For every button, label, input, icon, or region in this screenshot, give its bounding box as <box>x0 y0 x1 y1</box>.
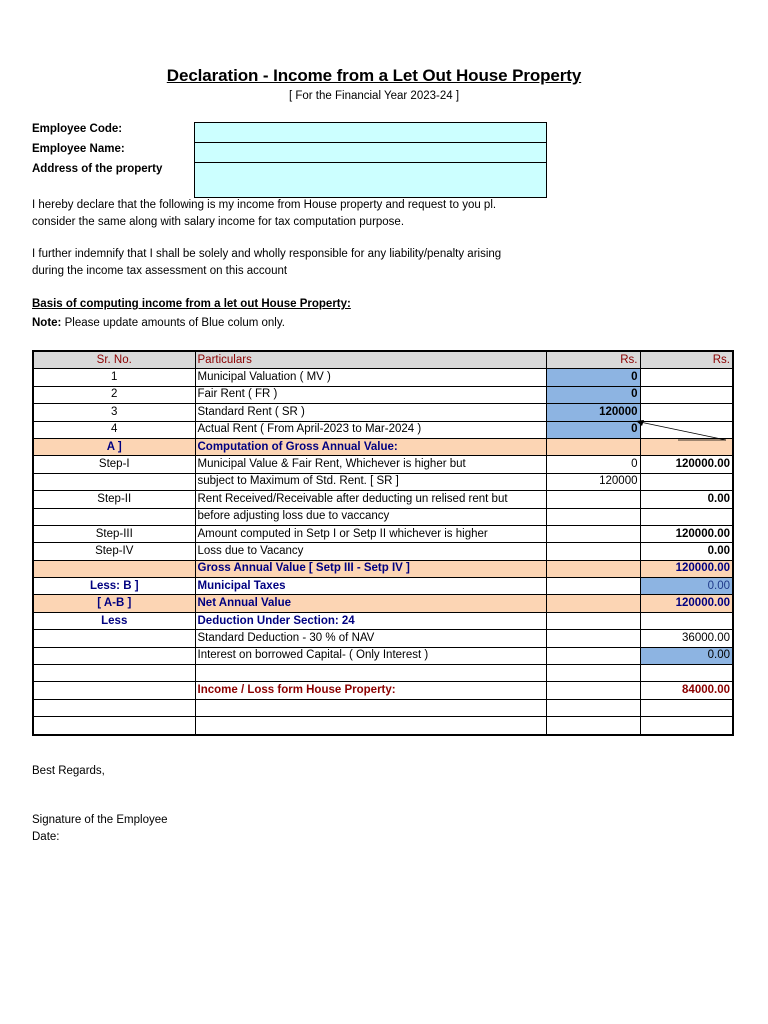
row-amount-a <box>546 525 640 542</box>
row-amount-a <box>546 630 640 647</box>
row-amount-b: 36000.00 <box>640 630 733 647</box>
row-sr-no: 2 <box>33 386 195 403</box>
row-sr-no <box>33 630 195 647</box>
row-particulars: Fair Rent ( FR ) <box>195 386 546 403</box>
employee-name-field[interactable] <box>194 142 547 163</box>
row-amount-b: 0.00 <box>640 543 733 560</box>
page-title: Declaration - Income from a Let Out House Property <box>166 66 582 85</box>
table-row <box>33 630 733 647</box>
date-label: Date: <box>32 831 60 843</box>
table-row <box>33 404 733 421</box>
note-line <box>32 317 285 329</box>
row-amount-b <box>640 386 733 403</box>
row-sr-no <box>33 682 195 699</box>
row-amount-b: 120000.00 <box>640 456 733 473</box>
table-row <box>33 386 733 403</box>
row-particulars: Municipal Taxes <box>195 578 546 595</box>
indemnity-paragraph: I further indemnify that I shall be solely and wholly responsible for any liability/penalty arising during the income tax assessment on this account <box>32 248 502 277</box>
row-particulars <box>195 665 546 682</box>
row-amount-b: 84000.00 <box>640 682 733 699</box>
table-row <box>33 438 733 455</box>
row-amount-a <box>546 717 640 735</box>
row-amount-a <box>546 508 640 525</box>
table-row <box>33 508 733 525</box>
row-amount-a[interactable]: 0 <box>546 369 640 386</box>
row-amount-a <box>546 612 640 629</box>
row-sr-no: 3 <box>33 404 195 421</box>
row-amount-a[interactable]: 0 <box>546 421 640 438</box>
row-particulars: Gross Annual Value [ Setp III - Setp IV ] <box>195 560 546 577</box>
table-row <box>33 421 733 438</box>
address-label: Address of the property <box>32 163 163 175</box>
row-sr-no: Step-II <box>33 491 195 508</box>
row-amount-b <box>640 717 733 735</box>
row-amount-a <box>546 699 640 716</box>
table-row <box>33 491 733 508</box>
row-sr-no: A ] <box>33 438 195 455</box>
row-particulars: Municipal Valuation ( MV ) <box>195 369 546 386</box>
row-amount-b <box>640 612 733 629</box>
employee-code-field[interactable] <box>194 122 547 143</box>
row-amount-a <box>546 438 640 455</box>
table-row <box>33 543 733 560</box>
table-row <box>33 473 733 490</box>
row-amount-b[interactable]: 0.00 <box>640 647 733 664</box>
row-particulars: Interest on borrowed Capital- ( Only Interest ) <box>195 647 546 664</box>
row-amount-b: 120000.00 <box>640 560 733 577</box>
row-particulars: Income / Loss form House Property: <box>195 682 546 699</box>
row-sr-no <box>33 647 195 664</box>
row-sr-no: Step-III <box>33 525 195 542</box>
header-rs-1: Rs. <box>546 351 640 369</box>
header-rs-2: Rs. <box>640 351 733 369</box>
row-particulars <box>195 717 546 735</box>
computation-table <box>32 350 734 736</box>
header-particulars: Particulars <box>195 351 546 369</box>
note-text: Please update amounts of Blue colum only. <box>64 317 285 329</box>
row-amount-a <box>546 543 640 560</box>
annotation-arrow-icon <box>630 418 730 442</box>
row-particulars: Net Annual Value <box>195 595 546 612</box>
row-amount-b: 120000.00 <box>640 525 733 542</box>
row-amount-a: 0 <box>546 456 640 473</box>
row-amount-a <box>546 578 640 595</box>
row-sr-no: [ A-B ] <box>33 595 195 612</box>
row-amount-b <box>640 508 733 525</box>
table-row <box>33 682 733 699</box>
row-sr-no <box>33 717 195 735</box>
row-sr-no <box>33 665 195 682</box>
row-particulars: Amount computed in Setp I or Setp II whichever is higher <box>195 525 546 542</box>
row-amount-b <box>640 473 733 490</box>
row-particulars <box>195 699 546 716</box>
row-amount-a <box>546 665 640 682</box>
row-amount-a <box>546 491 640 508</box>
row-sr-no <box>33 699 195 716</box>
row-sr-no <box>33 560 195 577</box>
row-sr-no <box>33 473 195 490</box>
table-row <box>33 369 733 386</box>
table-row <box>33 612 733 629</box>
row-sr-no: 4 <box>33 421 195 438</box>
table-row <box>33 699 733 716</box>
note-label: Note: <box>32 317 62 329</box>
row-sr-no: Step-I <box>33 456 195 473</box>
row-sr-no <box>33 508 195 525</box>
table-row <box>33 717 733 735</box>
row-amount-a: 120000 <box>546 473 640 490</box>
address-field[interactable] <box>194 162 547 198</box>
row-amount-b[interactable]: 0.00 <box>640 578 733 595</box>
table-header-row <box>33 351 733 369</box>
table-row <box>33 578 733 595</box>
table-row <box>33 665 733 682</box>
row-particulars: Actual Rent ( From April-2023 to Mar-2024 ) <box>195 421 546 438</box>
row-particulars: Rent Received/Receivable after deducting un relised rent but <box>195 491 546 508</box>
row-particulars: Loss due to Vacancy <box>195 543 546 560</box>
declaration-paragraph: I hereby declare that the following is my income from House property and request to you pl. consider the same along with salary income for tax computation purpose. <box>32 199 497 228</box>
row-particulars: Municipal Value & Fair Rent, Whichever is higher but <box>195 456 546 473</box>
table-row <box>33 560 733 577</box>
table-row <box>33 456 733 473</box>
table-row <box>33 647 733 664</box>
row-amount-a <box>546 682 640 699</box>
row-sr-no: Step-IV <box>33 543 195 560</box>
header-sr-no: Sr. No. <box>33 351 195 369</box>
employee-name-label: Employee Name: <box>32 143 125 155</box>
row-particulars: Deduction Under Section: 24 <box>195 612 546 629</box>
row-sr-no: 1 <box>33 369 195 386</box>
row-amount-a <box>546 560 640 577</box>
closing-regards: Best Regards, <box>32 765 105 777</box>
row-amount-b: 120000.00 <box>640 595 733 612</box>
row-sr-no: Less <box>33 612 195 629</box>
row-particulars: subject to Maximum of Std. Rent. [ SR ] <box>195 473 546 490</box>
table-row <box>33 595 733 612</box>
row-amount-a <box>546 595 640 612</box>
row-amount-b <box>640 699 733 716</box>
row-amount-a[interactable]: 120000 <box>546 404 640 421</box>
table-row <box>33 525 733 542</box>
employee-code-label: Employee Code: <box>32 123 123 135</box>
row-amount-b <box>640 369 733 386</box>
row-particulars: Computation of Gross Annual Value: <box>195 438 546 455</box>
row-particulars: Standard Rent ( SR ) <box>195 404 546 421</box>
row-particulars: Standard Deduction - 30 % of NAV <box>195 630 546 647</box>
row-amount-a <box>546 647 640 664</box>
row-amount-b <box>640 665 733 682</box>
row-particulars: before adjusting loss due to vaccancy <box>195 508 546 525</box>
row-amount-a[interactable]: 0 <box>546 386 640 403</box>
financial-year-subtitle: [ For the Financial Year 2023-24 ] <box>288 90 460 102</box>
signature-label: Signature of the Employee <box>32 814 168 826</box>
basis-heading: Basis of computing income from a let out House Property: <box>32 298 351 310</box>
row-sr-no: Less: B ] <box>33 578 195 595</box>
row-amount-b: 0.00 <box>640 491 733 508</box>
